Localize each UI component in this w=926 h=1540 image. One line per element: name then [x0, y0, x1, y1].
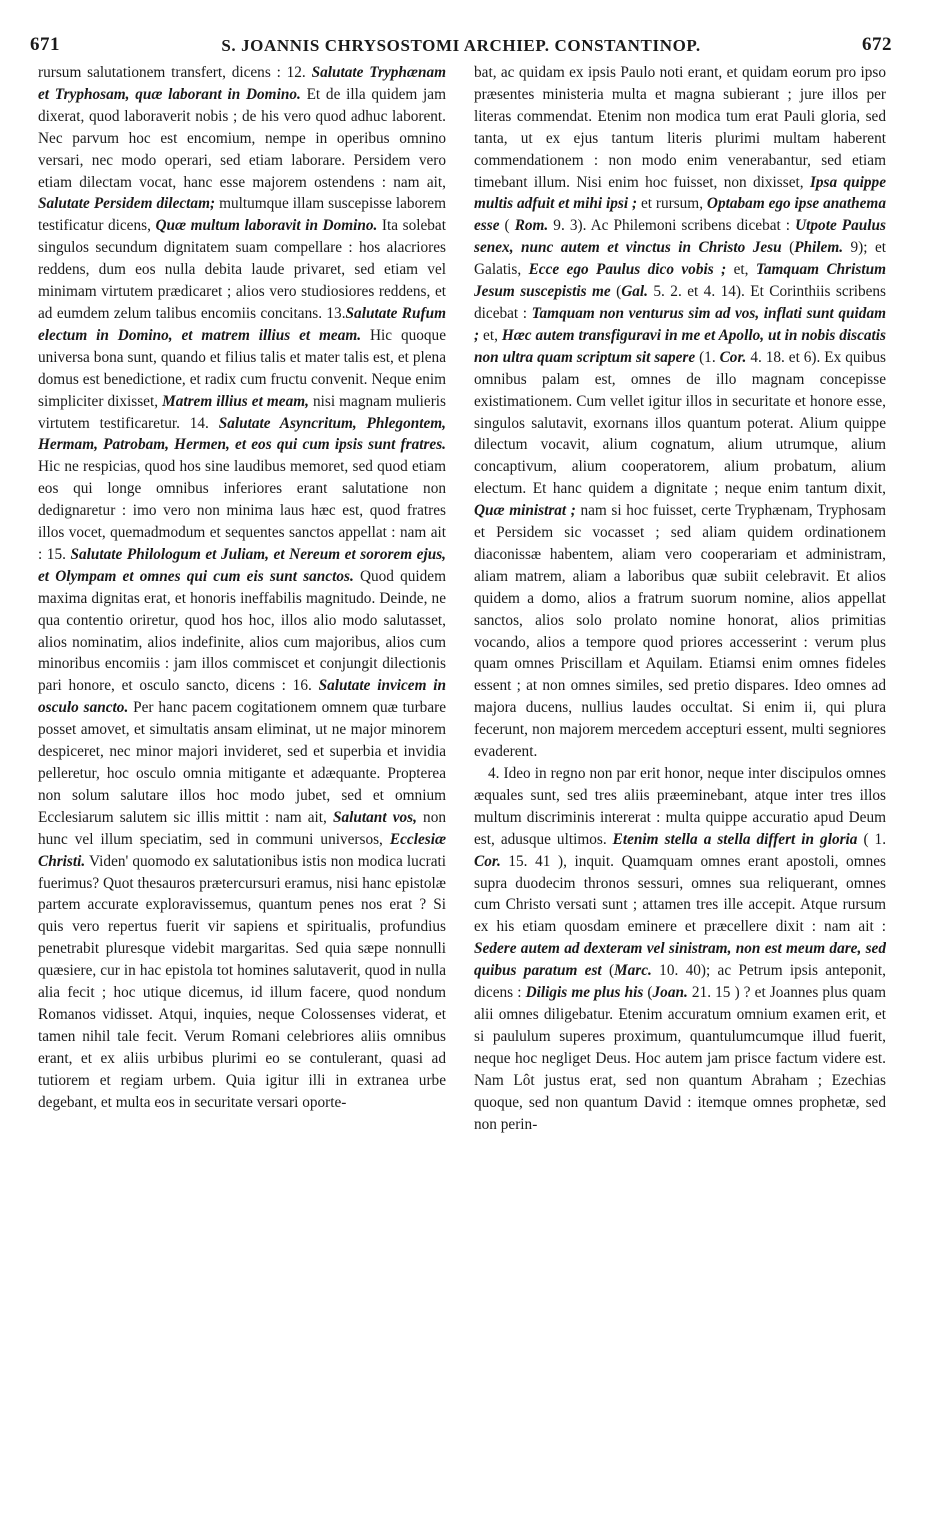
italic-quote: Diligis me plus his [525, 984, 644, 1002]
italic-quote: Salutate invicem in osculo sancto. [38, 677, 446, 717]
italic-quote: Sedere autem ad dexteram vel sinistram, non est meum dare, sed quibus paratum est [474, 940, 886, 980]
italic-quote: Quæ ministrat ; [474, 502, 576, 520]
text-run: 10. 40); ac Petrum ipsis anteponit, dicens : [474, 962, 886, 1002]
italic-quote: Etenim stella a stella differt in gloria [612, 830, 858, 848]
text-run: ( [643, 984, 653, 1002]
italic-quote: Rom. [514, 217, 549, 235]
italic-quote: Tamquam non venturus sim ad vos, inflati sunt quidam ; [474, 304, 886, 344]
right-column [474, 62, 886, 1524]
text-run: et, [726, 261, 756, 279]
italic-quote: Salutate Tryphænam et Tryphosam, quæ laborant in Domino. [38, 64, 446, 103]
italic-quote: Tamquam Christum Jesum suscepistis me [474, 261, 886, 301]
text-run: ( 1. [857, 830, 886, 848]
text-run: Hic ne respicias, quod hos sine laudibus memoret, sed quod etiam eos qui longe omnibus inferiores erant salutatione non dedignaretur : imo vero non minima laus hæc est, quod fratres illos vocet, quemadmodum et sequentes sanctos appellat : nam ait : 15. [38, 458, 446, 563]
paragraph [474, 763, 886, 1135]
italic-quote: Salutate Rufum electum in Domino, et matrem illius et meam. [38, 304, 446, 344]
italic-quote: Salutant vos, [333, 808, 417, 826]
paragraph [38, 62, 446, 1114]
italic-quote: Hæc autem transfiguravi in me et Apollo, ut in nobis discatis non ultra quam scriptum sit sapere [474, 326, 886, 366]
running-title: S. JOANNIS CHRYSOSTOMI ARCHIEP. CONSTANTINOP. [221, 36, 701, 55]
italic-quote: Matrem illius et meam, [162, 392, 309, 410]
text-run: 4. Ideo in regno non par erit honor, neque inter discipulos omnes æquales sunt, sed tres aliis præeminebant, atque inter tres illos multum discriminis intererat : multa quippe accuratio apud Deum est, adusque ultimos. [474, 765, 886, 848]
page-number-left: 671 [30, 34, 60, 55]
text-run: Viden' quomodo ex salutationibus istis non modica lucrati fuerimus? Quot thesauros prætercursuri eramus, nisi hanc epistolæ partem accurate exploravissemus, quantum penes nos erat ? Si quis vero repertus fuerit vir sapiens et spiritualis, profundius penetrabit pluresque videbit margaritas. Sed quia sæpe nonnulli quæsiere, cur in hac epistola tot homines salutaverit, quod in nulla alia fecit ; hoc utique dicemus, id illum facere, quod nondum Romanos vidisset. Atqui, inquies, neque Colossenses viderat, et tamen nihil tale fecit. Verum Romani celebriores aliis omnibus erant, et ex aliis urbibus plurimi eo se contulerant, quasi ad tutiorem et regiam urbem. Quia igitur illi in extranea urbe degebant, et multa eos in securitate versari oporte- [38, 852, 446, 1111]
left-column [38, 62, 446, 1524]
text-run: bat, ac quidam ex ipsis Paulo noti erant, et quidam eorum pro ipso præsentes ministeria multa et magna subierant ; jure illos per literas commendat. Etenim non modica tum erat Pauli gloria, sed tanta, ut ex ejus tantum literis plurimi multam haberent commendationem : non modo enim venerabantur, sed etiam timebant illum. Nisi enim hoc fuisset, non dixisset, [474, 64, 886, 191]
text-run: nisi magnam mulieris virtutem testificaretur. 14. [38, 392, 446, 432]
text-run: non hunc vel illum speciatim, sed in communi universos, [38, 808, 446, 848]
text-run: 5. 2. et 4. 14). Et Corinthiis scribens dicebat : [474, 283, 886, 322]
paragraph [474, 62, 886, 763]
italic-quote: Cor. [719, 348, 747, 366]
text-run: nam si hoc fuisset, certe Tryphænam, Tryphosam et Persidem sic vocasset ; sed aliam quidem ordinationem diaconissæ habentem, aliam vero cooperariam et administram, aliam matrem, aliam a laboribus quæ subiit celebravit. Et alios quidem a domo, alios a fratrum suorum nomine, alios appellat sanctos, alios solo prolato nomine honorat, alios primitias vocando, alios a tempore quod priores accesserint : verum plus quam omnes Priscillam et Aquilam. Etiamsi enim omnes fideles essent ; at non omnes similes, sed pretio dispares. Ideo omnes ad majora ducens, nullius laudes occultat. Si enim ii, qui plura fecerunt, non majorem mercedem accepturi essent, multi segniores evaderent. [474, 502, 886, 761]
italic-quote: Salutate Asyncritum, Phlegontem, Hermam, Patrobam, Hermen, et eos qui cum ipsis sunt fratres. [38, 414, 446, 454]
text-run: ( [610, 283, 622, 301]
italic-quote: Quæ multum laboravit in Domino. [155, 217, 378, 235]
italic-quote: Philem. [794, 239, 844, 257]
text-run: Per hanc pacem cogitationem omnem quæ turbare posset amovet, et simultatis ansam eliminat, ut ne major minorem despiceret, nec minor majori invideret, sed et superbia et invidia pelleretur, hoc osculo omnia mitigante et adæquante. Propterea non solum salutare illos hoc modo jubet, sed et omnium Ecclesiarum salutem sic illis mittit : nam ait, [38, 699, 446, 826]
text-run: Quod quidem maxima dignitas erat, et honoris ineffabilis magnitudo. Deinde, ne qua contentio oriretur, quod hos hoc, illos alio modo salutasset, alios nominatim, alios indefinite, alios cum majoribus, alios cum minoribus encomiis : jam illos commiscet et conjungit dilectionis pari honore, et osculo sancto, dicens : 16. [38, 567, 446, 695]
text-run: et rursum, [637, 195, 707, 213]
text-run: 9. 3). Ac Philemoni scribens dicebat : [548, 217, 796, 235]
italic-quote: Gal. [621, 283, 648, 301]
text-run: ( [781, 239, 795, 257]
text-run: multumque illam suscepisse laborem testificatur dicens, [38, 195, 446, 235]
text-run: 21. 15 ) ? et Joannes plus quam alii omnes diligebatur. Etenim accuratum omnium examen erit, et si paululum superes proximum, quantulumcumque illud fuerit, neque hoc negliget Deus. Hoc autem jam prisce factum videre est. Nam Lôt justus erat, sed non quantum Abraham ; Ezechias quoque, sed non quantum David : itemque omnes prophetæ, sed non perin- [474, 984, 886, 1133]
italic-quote: Ipsa quippe multis adfuit et mihi ipsi ; [474, 173, 886, 213]
italic-quote: Ecce ego Paulus dico vobis ; [528, 261, 727, 279]
text-run: ( [601, 962, 615, 980]
text-run: Hic quoque universa bona sunt, quando et filius talis et mater talis est, et plena domus est benedictione, et radix cum fructu convenit. Neque enim simpliciter dixisset, [38, 326, 446, 410]
text-run: et, [479, 326, 502, 344]
page-number-right: 672 [862, 34, 892, 55]
italic-quote: Optabam ego ipse anathema esse [474, 195, 886, 235]
text-run: rursum salutationem transfert, dicens : 12. [38, 64, 312, 81]
italic-quote: Salutate Philologum et Juliam, et Nereum et sororem ejus, et Olympam et omnes qui cum eis sunt sanctos. [38, 545, 446, 585]
italic-quote: Ecclesiæ Christi. [38, 830, 446, 870]
italic-quote: Utpote Paulus senex, nunc autem et vinctus in Christo Jesu [474, 217, 886, 257]
italic-quote: Joan. [652, 984, 688, 1002]
text-run: 4. 18. et 6). Ex quibus omnibus palam est, omnes de illo magnam concepisse existimationem. Cum vellet igitur illos in securitate et honore esse, singulos salutavit, exornans illos quantum poterat. Alium quippe dilectum vocavit, alium cognatum, alium utrumque, alium concaptivum, alium cooperatorem, alium probatum, alium electum. Et hanc quidem a dignitate ; neque enim tantum dixit, [474, 348, 886, 498]
text-run: ( [499, 217, 515, 235]
text-run: (1. [695, 348, 720, 366]
text-run: 15. 41 ), inquit. Quamquam omnes erant apostoli, omnes supra duodecim thronos sessuri, omnes sua reliquerant, omnes cum Christo versati sunt ; attamen tres ille accepit. Atque rursum ex his etiam quosdam eminere et præcellere dixit : nam ait : [474, 852, 886, 936]
text-run: Ita solebat singulos secundum dignitatem suam compellare : hos alacriores reddens, dum eos nulla debita laude privaret, sed etiam vel minimam virtutem prædicaret ; alios vero studiosiores reddens, et ad eumdem zelum talibus encomiis concitans. 13. [38, 217, 446, 322]
text-run: 9); et Galatis, [474, 239, 886, 279]
italic-quote: Marc. [614, 962, 652, 980]
italic-quote: Salutate Persidem dilectam; [38, 195, 216, 213]
text-run: Et de illa quidem jam dixerat, quod laboraverit nobis ; de his vero quod adhuc laborent. Nec parvum hoc est encomium, nempe in operibus omnino versari, nec modo operari, sed etiam laborare. Persidem vero etiam dilectam vocat, hanc esse majorem ostendens : nam ait, [38, 85, 446, 191]
running-header [30, 34, 892, 58]
italic-quote: Cor. [474, 852, 501, 870]
